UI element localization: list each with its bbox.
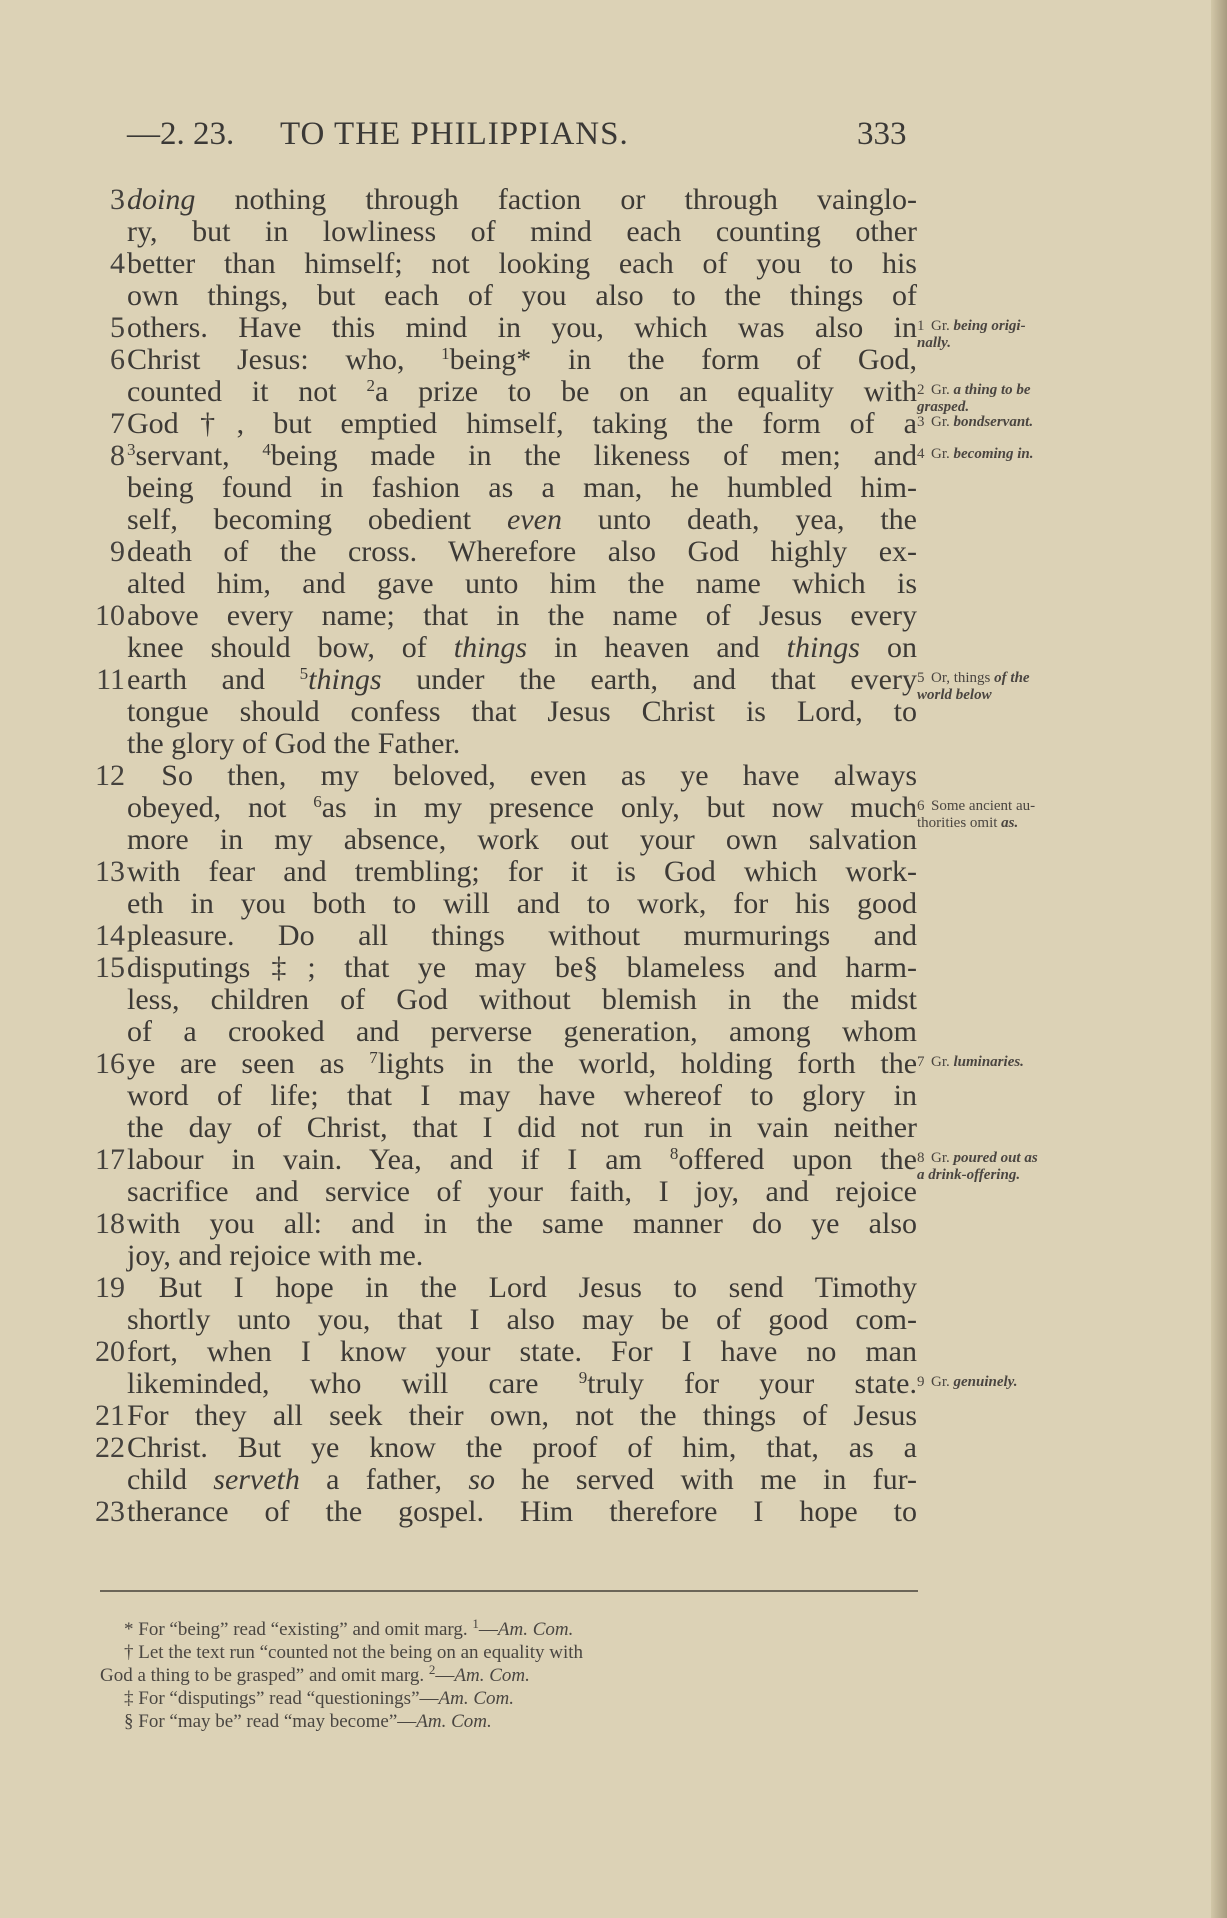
line-text: word of life; that I may have whereof to glory in: [127, 1079, 917, 1112]
footnotes: [100, 1618, 920, 1733]
text-line: [95, 1144, 919, 1176]
verse-number: 15: [95, 951, 125, 984]
text-line: [95, 1400, 919, 1432]
footnote-line: § For “may be” read “may become”—Am. Com.: [124, 1711, 492, 1732]
line-text: of a crooked and perverse generation, among whom: [127, 1015, 917, 1048]
line-text: tongue should confess that Jesus Christ is Lord, to: [127, 695, 917, 728]
verse-number: 21: [95, 1399, 125, 1432]
text-line: [95, 408, 919, 440]
verse-number: 22: [95, 1431, 125, 1464]
line-text: Christ. But ye know the proof of him, that, as a: [127, 1431, 917, 1464]
line-text: more in my absence, work out your own salvation: [127, 823, 917, 856]
text-line: [95, 1176, 919, 1208]
line-text: better than himself; not looking each of you to his: [127, 247, 917, 280]
line-text: likeminded, who will care $^9$truly for your state.: [127, 1367, 917, 1400]
line-text: Christ Jesus: who, $^1$being* in the form of God,: [127, 343, 917, 376]
margin-note: 1 Gr. being origi- nally.: [917, 318, 1026, 351]
text-line: [95, 632, 919, 664]
text-line: [95, 1432, 919, 1464]
header-title: TO THE PHILIPPIANS.: [280, 116, 629, 152]
text-line: [95, 1272, 919, 1304]
line-text: joy, and rejoice with me.: [127, 1239, 424, 1272]
verse-number: 7: [110, 407, 125, 440]
line-text: self, becoming obedient even unto death, yea, the: [127, 503, 917, 536]
verse-number: 14: [95, 919, 125, 952]
line-text: with you all: and in the same manner do ye also: [127, 1207, 917, 1240]
text-line: [95, 1240, 919, 1272]
footnote-line: * For “being” read “existing” and omit marg. $^1$—Am. Com.: [124, 1616, 574, 1640]
text-line: [95, 984, 919, 1016]
text-line: [95, 312, 919, 344]
text-line: [95, 216, 919, 248]
footnote-line: God a thing to be grasped” and omit marg. $^2$—Am. Com.: [100, 1662, 530, 1686]
line-text: own things, but each of you also to the things of: [127, 279, 917, 312]
line-text: pleasure. Do all things without murmurings and: [127, 919, 917, 952]
text-line: [95, 888, 919, 920]
margin-note: 4 Gr. becoming in.: [917, 446, 1034, 462]
line-text: God†, but emptied himself, taking the form of a: [127, 407, 917, 440]
page-edge: [1211, 0, 1227, 1918]
text-line: [95, 536, 919, 568]
line-text: shortly unto you, that I also may be of good com-: [127, 1303, 917, 1336]
verse-number: 11: [96, 663, 125, 696]
line-text: disputings‡; that ye may be§ blameless and harm-: [127, 951, 917, 984]
margin-note: 5 Or, things of the world below: [917, 670, 1030, 703]
text-line: [95, 248, 919, 280]
text-line: [95, 504, 919, 536]
line-text: above every name; that in the name of Jesus every: [127, 599, 917, 632]
verse-number: 20: [95, 1335, 125, 1368]
text-line: [95, 344, 919, 376]
line-text: child serveth a father, so he served with me in fur-: [127, 1463, 917, 1496]
line-text: sacrifice and service of your faith, I joy, and rejoice: [127, 1175, 917, 1208]
line-text: therance of the gospel. Him therefore I hope to: [127, 1495, 917, 1528]
line-text: earth and $^5$things under the earth, and that every: [127, 663, 917, 696]
footnote-line: ‡ For “disputings” read “questionings”—Am. Com.: [124, 1688, 514, 1709]
text-line: [95, 952, 919, 984]
margin-note: 6 Some ancient au- thorities omit as.: [917, 798, 1036, 831]
margin-note: 2 Gr. a thing to be grasped.: [917, 382, 1031, 415]
text-line: [95, 1464, 919, 1496]
text-line: [95, 920, 919, 952]
line-text: So then, my beloved, even as ye have always: [127, 759, 917, 792]
margin-note: 8 Gr. poured out as a drink-offering.: [917, 1150, 1038, 1183]
header-reference: —2. 23.: [127, 116, 235, 152]
verse-number: 23: [95, 1495, 125, 1528]
line-text: the glory of God the Father.: [127, 727, 461, 760]
line-text: ry, but in lowliness of mind each counting other: [127, 215, 917, 248]
line-text: with fear and trembling; for it is God which work-: [127, 855, 917, 888]
line-text: others. Have this mind in you, which was also in: [127, 311, 917, 344]
text-line: [95, 472, 919, 504]
text-line: [95, 1336, 919, 1368]
line-text: labour in vain. Yea, and if I am $^8$offered upon the: [127, 1143, 917, 1176]
line-text: $^3$servant, $^4$being made in the likeness of men; and: [127, 439, 917, 472]
verse-number: 13: [95, 855, 125, 888]
verse-number: 8: [110, 439, 125, 472]
text-line: [95, 728, 919, 760]
text-line: [95, 1368, 919, 1400]
scripture-text: [95, 183, 1038, 1528]
text-line: [95, 440, 919, 472]
text-line: [95, 1048, 919, 1080]
text-line: [95, 280, 919, 312]
margin-note: 9 Gr. genuinely.: [917, 1374, 1018, 1390]
line-text: For they all seek their own, not the things of Jesus: [127, 1399, 917, 1432]
line-text: eth in you both to will and to work, for his good: [127, 887, 917, 920]
verse-number: 4: [110, 247, 125, 280]
text-line: [95, 1208, 919, 1240]
line-text: being found in fashion as a man, he humbled him-: [127, 471, 917, 504]
text-line: [95, 824, 919, 856]
text-line: [95, 600, 919, 632]
verse-number: 6: [110, 343, 125, 376]
margin-note: 7 Gr. luminaries.: [917, 1054, 1024, 1070]
text-line: [95, 696, 919, 728]
verse-number: 17: [95, 1143, 125, 1176]
line-text: the day of Christ, that I did not run in vain neither: [127, 1111, 917, 1144]
text-line: [95, 856, 919, 888]
text-line: [95, 568, 919, 600]
footnote-line: † Let the text run “counted not the being on an equality with: [124, 1642, 584, 1663]
text-line: [95, 760, 919, 792]
verse-number: 12: [95, 759, 125, 792]
line-text: obeyed, not $^6$as in my presence only, but now much: [127, 791, 918, 824]
text-line: [95, 376, 919, 408]
line-text: ye are seen as $^7$lights in the world, holding forth the: [127, 1047, 918, 1080]
text-line: [95, 1016, 919, 1048]
text-line: [95, 1304, 919, 1336]
line-text: knee should bow, of things in heaven and things on: [127, 631, 917, 664]
text-line: [95, 1112, 919, 1144]
margin-note: 3 Gr. bondservant.: [917, 414, 1034, 430]
line-text: fort, when I know your state. For I have no man: [127, 1335, 917, 1368]
verse-number: 5: [110, 311, 125, 344]
footnote-divider: [100, 1590, 918, 1592]
verse-number: 18: [95, 1207, 125, 1240]
page-number: 333: [857, 116, 907, 152]
line-text: But I hope in the Lord Jesus to send Timothy: [127, 1271, 917, 1304]
verse-number: 19: [95, 1271, 125, 1304]
line-text: doing nothing through faction or through vainglo-: [127, 183, 917, 216]
text-line: [95, 184, 919, 216]
verse-number: 9: [110, 535, 125, 568]
line-text: death of the cross. Wherefore also God highly ex-: [127, 535, 917, 568]
line-text: counted it not $^2$a prize to be on an equality with: [127, 375, 917, 408]
verse-number: 3: [110, 183, 125, 216]
running-header: [0, 116, 1227, 160]
line-text: alted him, and gave unto him the name which is: [127, 567, 917, 600]
text-line: [95, 664, 919, 696]
text-line: [95, 792, 919, 824]
verse-number: 16: [95, 1047, 125, 1080]
verse-number: 10: [95, 599, 125, 632]
text-line: [95, 1080, 919, 1112]
line-text: less, children of God without blemish in the midst: [127, 983, 917, 1016]
text-line: [95, 1496, 919, 1528]
